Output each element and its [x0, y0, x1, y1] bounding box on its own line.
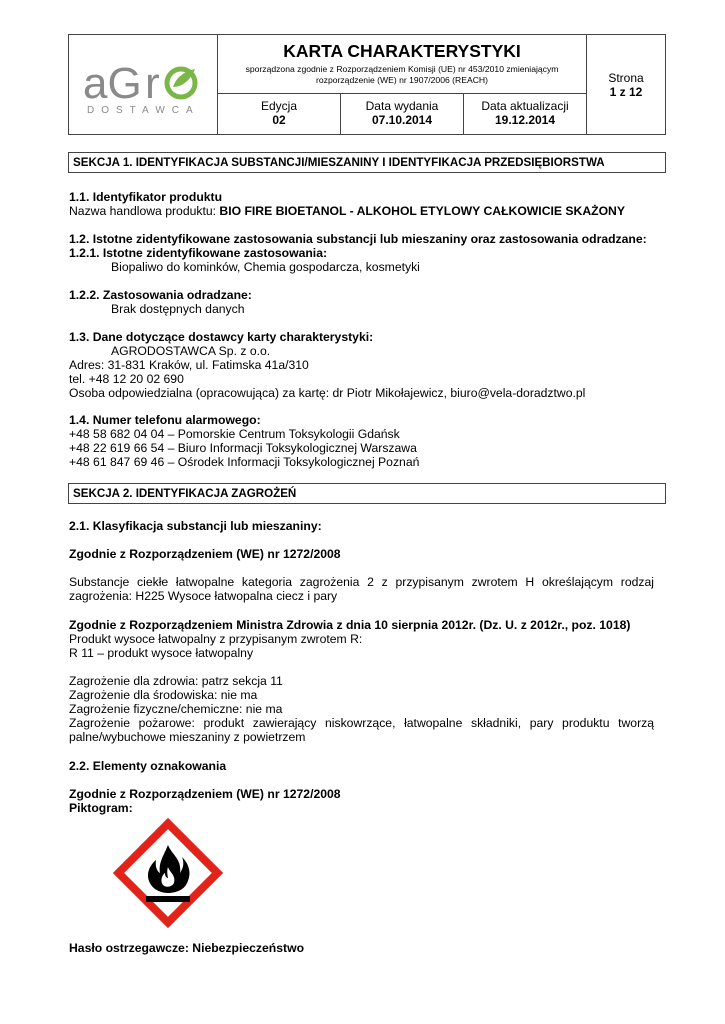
emergency-phone: +48 61 847 69 46 – Ośrodek Informacji Toksykologicznej Poznań: [69, 455, 420, 469]
hazard-physical: Zagrożenie fizyczne/chemiczne: nie ma: [69, 702, 283, 716]
supplier-company: AGRODOSTAWCA Sp. z o.o.: [111, 344, 271, 358]
emergency-phone: +48 22 619 66 54 – Biuro Informacji Toksykologicznej Warszawa: [69, 441, 417, 455]
uses-advised-against: Brak dostępnych danych: [111, 302, 245, 316]
issue-date-cell: Data wydania 07.10.2014: [365, 99, 439, 127]
s21-title: 2.1. Klasyfikacja substancji lub mieszaniny:: [69, 519, 322, 533]
r-phrase-intro: Produkt wysoce łatwopalny z przypisanym zwrotem R:: [69, 632, 363, 646]
s22-title: 2.2. Elementy oznakowania: [69, 759, 227, 773]
company-logo: [69, 35, 217, 134]
regulation-heading: Zgodnie z Rozporządzeniem (WE) nr 1272/2008: [69, 787, 341, 801]
page-number: Strona 1 z 12: [608, 71, 644, 99]
document-header: [68, 34, 666, 135]
s11-title: 1.1. Identyfikator produktu: [69, 190, 223, 204]
svg-text:DOSTAWCA: DOSTAWCA: [87, 105, 200, 116]
document-title: KARTA CHARAKTERYSTYKI: [283, 41, 521, 61]
section-1-heading: SEKCJA 1. IDENTYFIKACJA SUBSTANCJI/MIESZANINY I IDENTYFIKACJA PRZEDSIĘBIORSTWA: [68, 152, 666, 173]
emergency-phone: +48 58 682 04 04 – Pomorskie Centrum Toksykologii Gdańsk: [69, 427, 400, 441]
classification-text: Substancje ciekłe łatwopalne kategoria zagrożenia 2 z przypisanym zwrotem H określającym rodzaj zagrożenia: H225 Wysoce łatwopalna ciecz i pary: [69, 575, 654, 603]
hazard-fire: Zagrożenie pożarowe: produkt zawierający niskowrzące, łatwopalne składniki, pary produktu tworzą palne/wybuchowe mieszaniny z powietrzem: [69, 716, 654, 744]
svg-text:aG: aG: [83, 59, 142, 108]
product-name: Nazwa handlowa produktu: BIO FIRE BIOETANOL - ALKOHOL ETYLOWY CAŁKOWICIE SKAŻONY: [69, 204, 625, 218]
hazard-environment: Zagrożenie dla środowiska: nie ma: [69, 688, 258, 702]
supplier-phone: tel. +48 12 20 02 690: [69, 372, 184, 386]
supplier-contact: Osoba odpowiedzialna (opracowująca) za kartę: dr Piotr Mikołajewicz, biuro@vela-doradztwo.pl: [69, 386, 586, 400]
regulation-heading: Zgodnie z Rozporządzeniem (WE) nr 1272/2008: [69, 547, 341, 561]
document-subtitle: sporządzona zgodnie z Rozporządzeniem Komisji (UE) nr 453/2010 zmieniającym rozporządzenie (WE) nr 1907/2006 (REACH): [245, 64, 559, 85]
s122-title: 1.2.2. Zastosowania odradzane:: [69, 288, 252, 302]
edition-cell: Edycja 02: [260, 99, 298, 127]
s121-title: 1.2.1. Istotne zidentyfikowane zastosowania:: [69, 246, 328, 260]
flame-icon: [110, 815, 226, 931]
identified-uses: Biopaliwo do kominków, Chemia gospodarcza, kosmetyki: [111, 260, 420, 274]
pictogram-label: Piktogram:: [69, 801, 133, 815]
s12-title: 1.2. Istotne zidentyfikowane zastosowania substancji lub mieszaniny oraz zastosowania odradzane:: [69, 232, 647, 246]
signal-word: Hasło ostrzegawcze: Niebezpieczeństwo: [69, 941, 305, 955]
section-2-heading: SEKCJA 2. IDENTYFIKACJA ZAGROŻEŃ: [68, 483, 666, 504]
r-phrase: R 11 – produkt wysoce łatwopalny: [69, 646, 254, 660]
update-date-cell: Data aktualizacji 19.12.2014: [481, 99, 569, 127]
s13-title: 1.3. Dane dotyczące dostawcy karty charakterystyki:: [69, 330, 374, 344]
regulation-heading: Zgodnie z Rozporządzeniem Ministra Zdrowia z dnia 10 sierpnia 2012r. (Dz. U. z 2012r., poz. 1018): [69, 618, 631, 632]
svg-text:r: r: [145, 59, 160, 108]
s14-title: 1.4. Numer telefonu alarmowego:: [69, 413, 261, 427]
supplier-address: Adres: 31-831 Kraków, ul. Fatimska 41a/310: [69, 358, 309, 372]
hazard-health: Zagrożenie dla zdrowia: patrz sekcja 11: [69, 674, 283, 688]
